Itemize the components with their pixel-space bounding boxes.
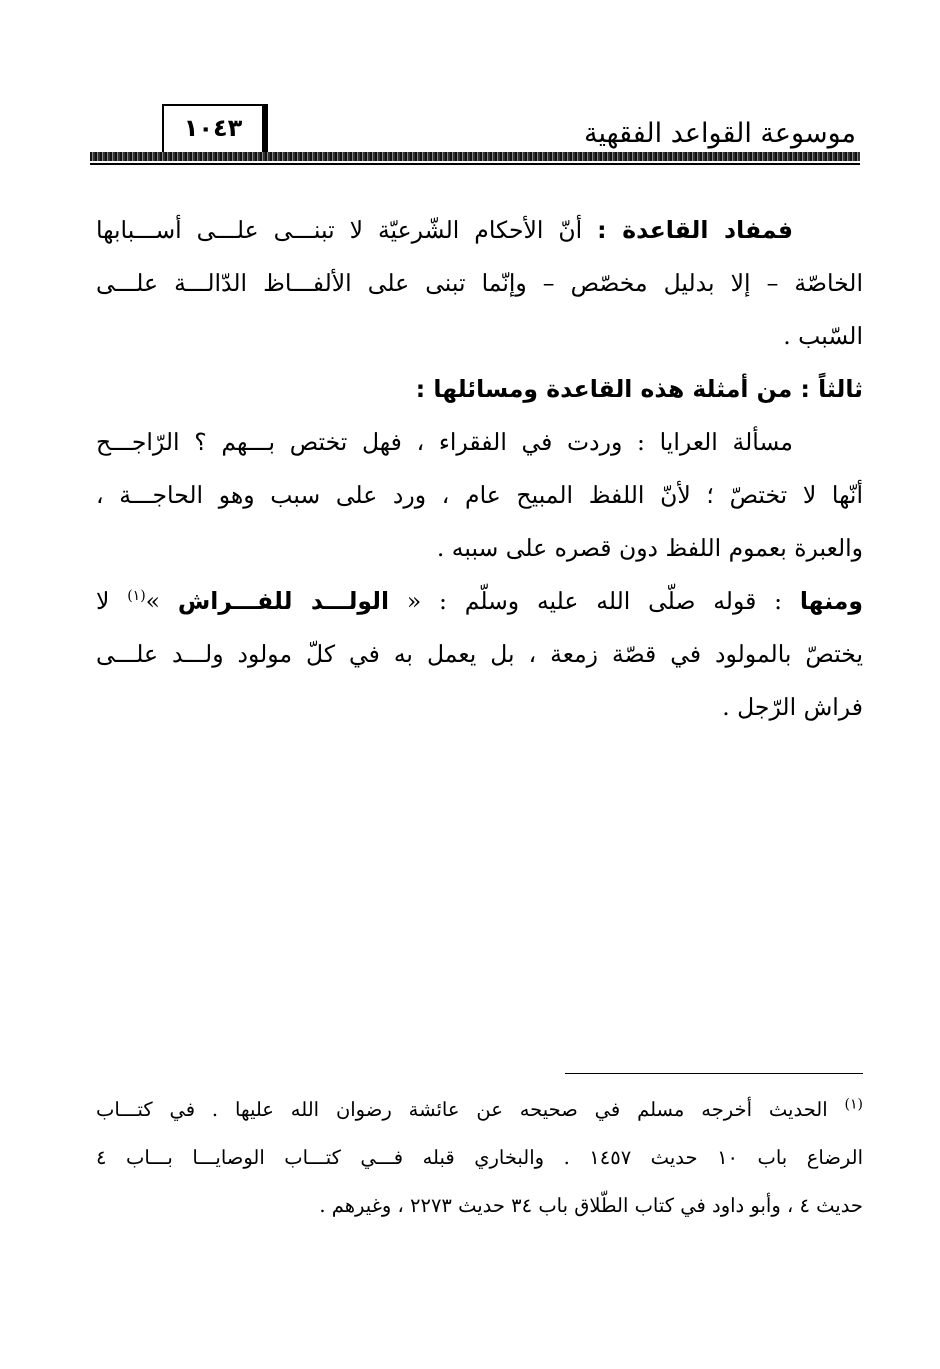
paragraph-3-line-2: يختصّ بالمولود في قصّة زمعة ، بل يعمل به في كلّ مولود ولـــد علـــى [96, 640, 863, 668]
footnote-1-line-2: الرضاع باب ١٠ حديث ١٤٥٧ . والبخاري قبله فـــي كتـــاب الوصايـــا بـــاب ٤ [96, 1146, 863, 1169]
paragraph-3-text-a: : قوله صلّى الله عليه وسلّم : « [406, 587, 783, 615]
page-number: ١٠٤٣ [162, 104, 268, 154]
hadith-quote: الولـــد للفـــراش [177, 587, 390, 615]
main-text [96, 204, 863, 734]
paragraph-3-line-1 [96, 575, 863, 628]
paragraph-2-line-3: والعبرة بعموم اللفظ دون قصره على سببه . [436, 534, 863, 562]
footnote-separator [565, 1073, 863, 1074]
paragraph-2-line-1: مسألة العرايا : وردت في الفقراء ، فهل تختص بـــهم ؟ الرّاجـــح [96, 428, 793, 456]
paragraph-1-line-2: الخاصّة – إلا بدليل مخصّص – وإنّما تبنى على الألفـــاظ الدّالـــة علـــى [96, 269, 863, 297]
section-heading-3: ثالثاً : من أمثلة هذه القاعدة ومسائلها : [415, 375, 863, 403]
paragraph-1-lead: فمفاد القاعدة : [597, 216, 793, 244]
paragraph-3-lead: ومنها [799, 587, 863, 615]
paragraph-1-line-1-text: أنّ الأحكام الشّرعيّة لا تبنـــى علـــى أســـبابها [96, 216, 583, 244]
page-header [90, 104, 860, 166]
footnote-reference[interactable]: (١) [127, 588, 146, 605]
paragraph-2-line-2: أنّها لا تختصّ ؛ لأنّ اللفظ المبيح عام ، ورد على سبب وهو الحاجـــة ، [96, 481, 863, 509]
header-rule-thin [90, 163, 860, 165]
footnotes [96, 1088, 863, 1232]
paragraph-1-line-3: السّبب . [783, 322, 863, 350]
paragraph-3-line-3: فراش الرّجل . [722, 693, 863, 721]
paragraph-1-line-1 [96, 204, 863, 257]
header-rule-thick [90, 152, 860, 161]
paragraph-3-text-b: » [145, 587, 161, 615]
paragraph-3-text-c: لا [96, 587, 110, 615]
footnote-1-line-1 [96, 1088, 863, 1136]
footnote-1-mark: (١) [844, 1096, 863, 1113]
footnote-1-line-1-text: الحديث أخرجه مسلم في صحيحه عن عائشة رضوان الله عليها . في كتـــاب [96, 1098, 828, 1121]
footnote-1-line-3: حديث ٤ ، وأبو داود في كتاب الطّلاق باب ٣٤ حديث ٢٢٧٣ ، وغيرهم . [319, 1194, 863, 1217]
running-title: موسوعة القواعد الفقهية [584, 118, 856, 149]
